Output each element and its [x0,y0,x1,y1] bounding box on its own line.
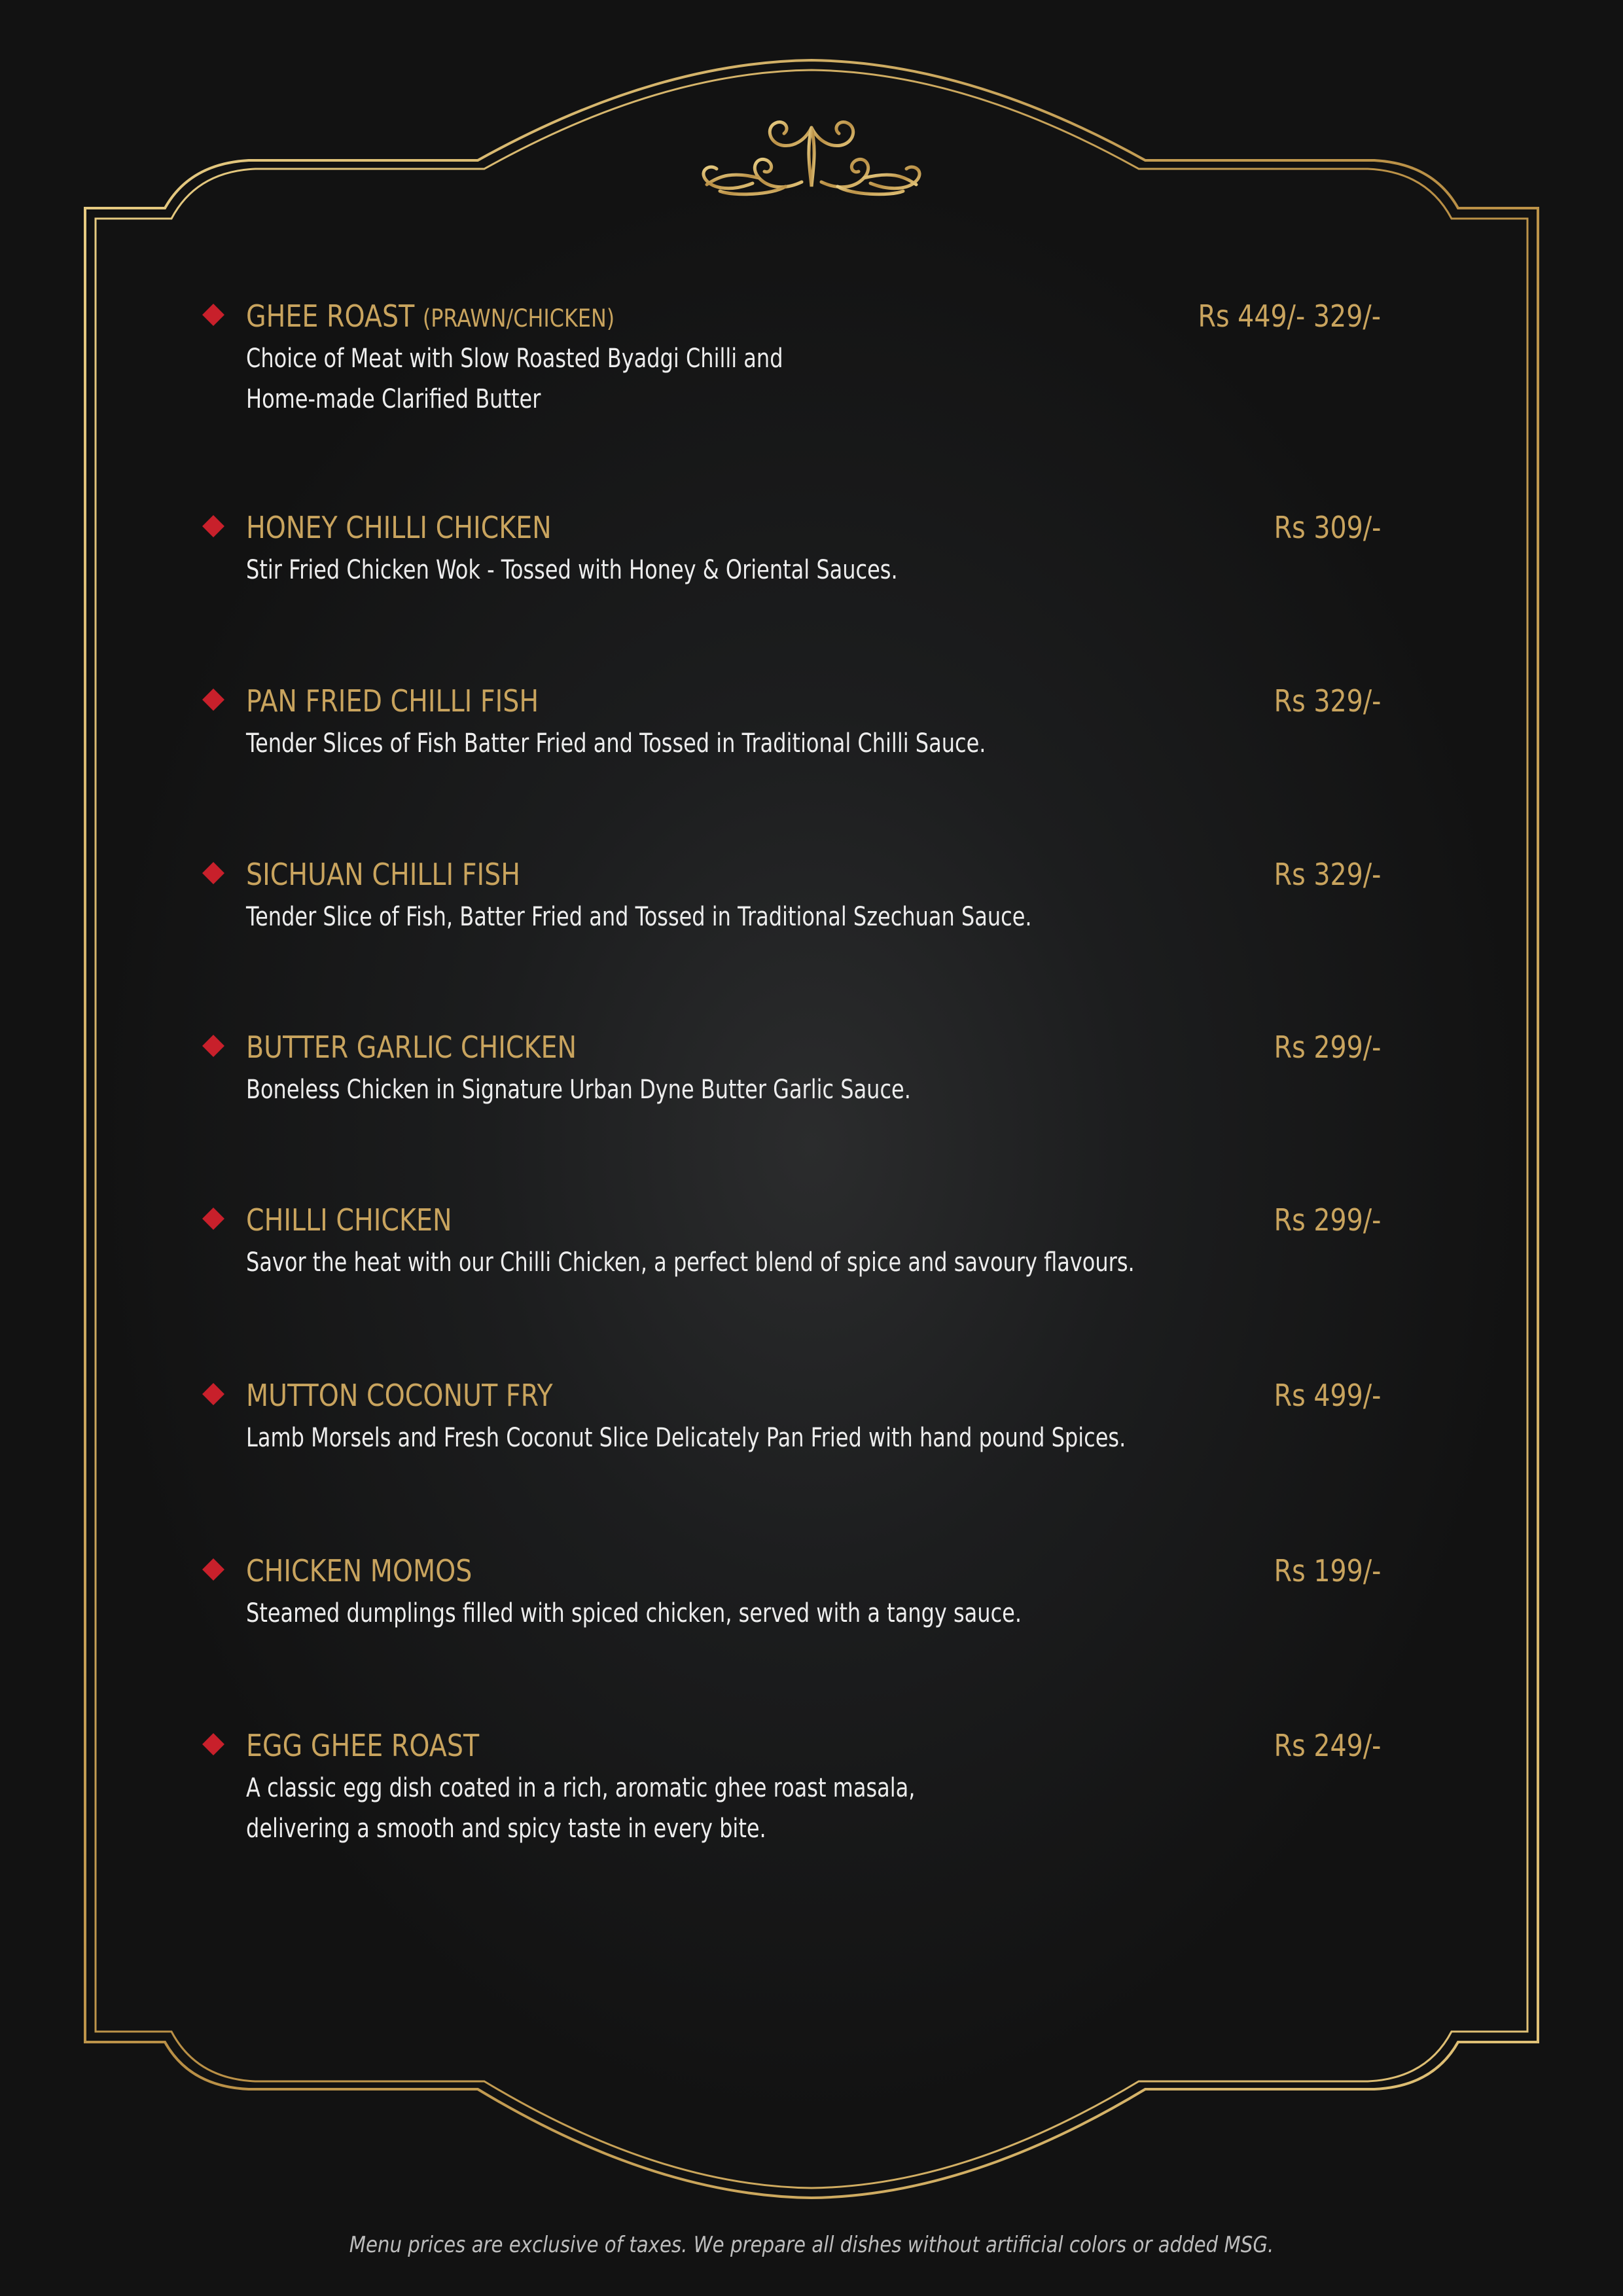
item-price: Rs 309/- [1274,510,1381,545]
item-name: HONEY CHILLI CHICKEN [246,510,552,545]
item-price: Rs 199/- [1274,1553,1381,1588]
item-price: Rs 499/- [1274,1378,1381,1413]
item-name: CHILLI CHICKEN [246,1202,452,1238]
filigree-ornament-icon [704,122,919,194]
item-description: Stir Fried Chicken Wok - Tossed with Honey & Oriental Sauces. [246,555,898,585]
item-name: GHEE ROAST (PRAWN/CHICKEN) [246,298,615,334]
item-description: Choice of Meat with Slow Roasted Byadgi Chilli and Home-made Clarified Butter [246,344,783,414]
footer-disclaimer: Menu prices are exclusive of taxes. We prepare all dishes without artificial colors or added MSG. [349,2232,1274,2258]
item-description: Savor the heat with our Chilli Chicken, a perfect blend of spice and savoury flavours. [246,1247,1135,1278]
item-price: Rs 249/- [1274,1728,1381,1763]
item-description: Lamb Morsels and Fresh Coconut Slice Delicately Pan Fried with hand pound Spices. [246,1423,1126,1453]
item-price: Rs 449/- 329/- [1198,298,1381,334]
item-price: Rs 329/- [1274,683,1381,719]
item-name: PAN FRIED CHILLI FISH [246,683,539,719]
item-name: MUTTON COCONUT FRY [246,1378,553,1413]
item-description: Steamed dumplings filled with spiced chicken, served with a tangy sauce. [246,1598,1022,1628]
item-name: CHICKEN MOMOS [246,1553,473,1588]
item-description: Boneless Chicken in Signature Urban Dyne Butter Garlic Sauce. [246,1075,911,1105]
item-price: Rs 299/- [1274,1202,1381,1238]
item-price: Rs 329/- [1274,857,1381,892]
item-name: EGG GHEE ROAST [246,1728,480,1763]
item-description: Tender Slices of Fish Batter Fried and Tossed in Traditional Chilli Sauce. [246,728,986,759]
item-description: A classic egg dish coated in a rich, aromatic ghee roast masala, delivering a smooth and spicy taste in every bite. [246,1773,916,1844]
item-name: BUTTER GARLIC CHICKEN [246,1030,577,1065]
item-price: Rs 299/- [1274,1030,1381,1065]
item-subtitle: (PRAWN/CHICKEN) [422,304,615,332]
item-description: Tender Slice of Fish, Batter Fried and Tossed in Traditional Szechuan Sauce. [246,902,1032,932]
item-name: SICHUAN CHILLI FISH [246,857,520,892]
